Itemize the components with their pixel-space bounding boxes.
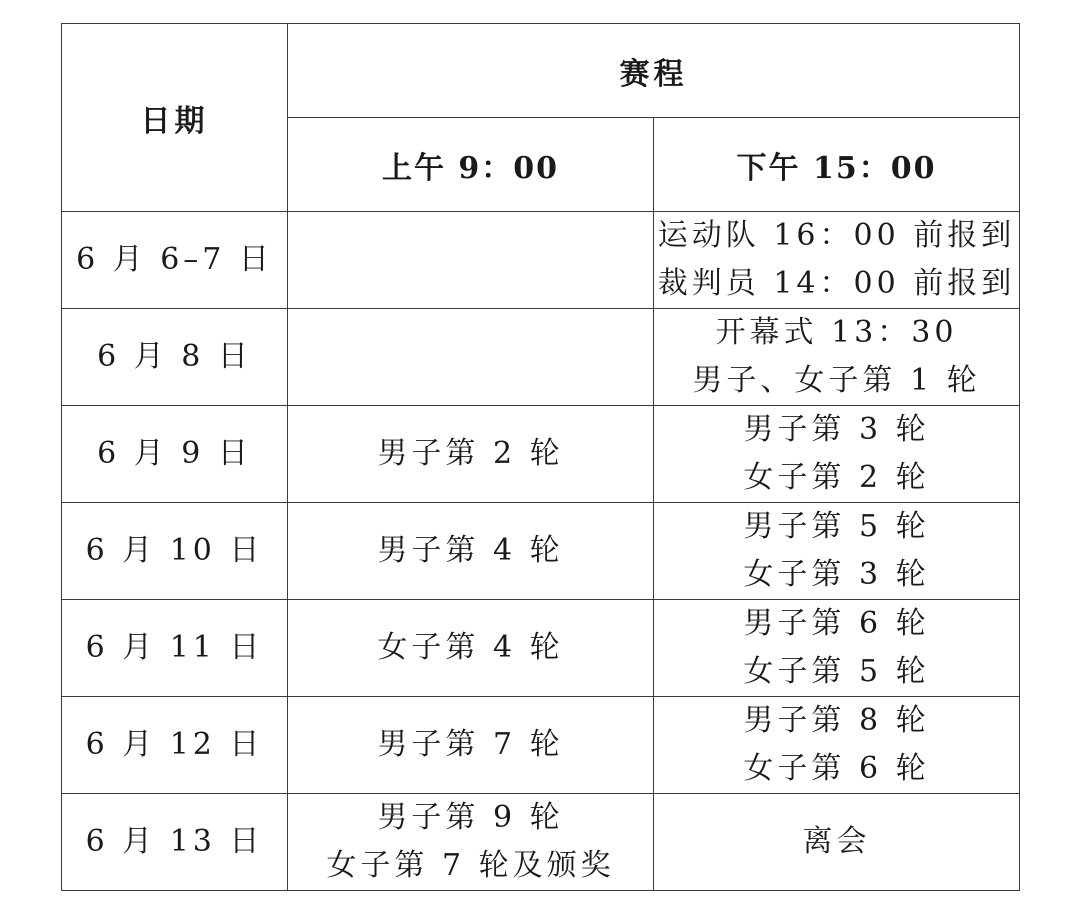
table-row (62, 697, 1020, 794)
event-text: 男子第 9 轮 (377, 800, 564, 835)
event-text: 女子第 7 轮及颁奖 (326, 848, 615, 883)
event-text: 男子、女子第 1 轮 (692, 363, 981, 398)
date-cell: 6 月 11 日 (62, 600, 288, 697)
afternoon-cell (654, 697, 1020, 794)
morning-cell (288, 697, 654, 794)
table-row (62, 212, 1020, 309)
event-text: 女子第 4 轮 (377, 630, 564, 665)
event-text: 男子第 6 轮 (743, 606, 930, 641)
morning-cell (288, 309, 654, 406)
date-cell: 6 月 12 日 (62, 697, 288, 794)
date-cell: 6 月 8 日 (62, 309, 288, 406)
table-row (62, 406, 1020, 503)
event-text: 女子第 3 轮 (743, 557, 930, 592)
afternoon-cell (654, 794, 1020, 891)
date-cell: 6 月 9 日 (62, 406, 288, 503)
afternoon-cell (654, 212, 1020, 309)
date-cell: 6 月 13 日 (62, 794, 288, 891)
event-text: 男子第 8 轮 (743, 703, 930, 738)
table-row (62, 794, 1020, 891)
table-row (62, 600, 1020, 697)
event-text: 男子第 5 轮 (743, 509, 930, 544)
date-cell: 6 月 10 日 (62, 503, 288, 600)
header-schedule: 赛程 (288, 24, 1020, 118)
table-row (62, 309, 1020, 406)
event-text: 男子第 3 轮 (743, 412, 930, 447)
morning-cell (288, 794, 654, 891)
afternoon-cell (654, 503, 1020, 600)
event-text: 女子第 6 轮 (743, 751, 930, 786)
header-afternoon: 下午 15：00 (654, 118, 1020, 212)
date-cell: 6 月 6–7 日 (62, 212, 288, 309)
afternoon-cell (654, 600, 1020, 697)
schedule-table (61, 23, 1020, 891)
event-text: 男子第 2 轮 (377, 436, 564, 471)
event-text: 运动队 16：00 前报到 (657, 218, 1016, 253)
table-row (62, 503, 1020, 600)
event-text: 男子第 7 轮 (377, 727, 564, 762)
event-text: 女子第 2 轮 (743, 460, 930, 495)
afternoon-cell (654, 309, 1020, 406)
event-text: 离会 (802, 824, 871, 859)
afternoon-cell (654, 406, 1020, 503)
event-text: 开幕式 13：30 (715, 315, 958, 350)
event-text: 男子第 4 轮 (377, 533, 564, 568)
morning-cell (288, 406, 654, 503)
header-date: 日期 (62, 24, 288, 212)
header-morning: 上午 9：00 (288, 118, 654, 212)
event-text: 裁判员 14：00 前报到 (657, 266, 1016, 301)
morning-cell (288, 503, 654, 600)
morning-cell (288, 600, 654, 697)
morning-cell (288, 212, 654, 309)
event-text: 女子第 5 轮 (743, 654, 930, 689)
